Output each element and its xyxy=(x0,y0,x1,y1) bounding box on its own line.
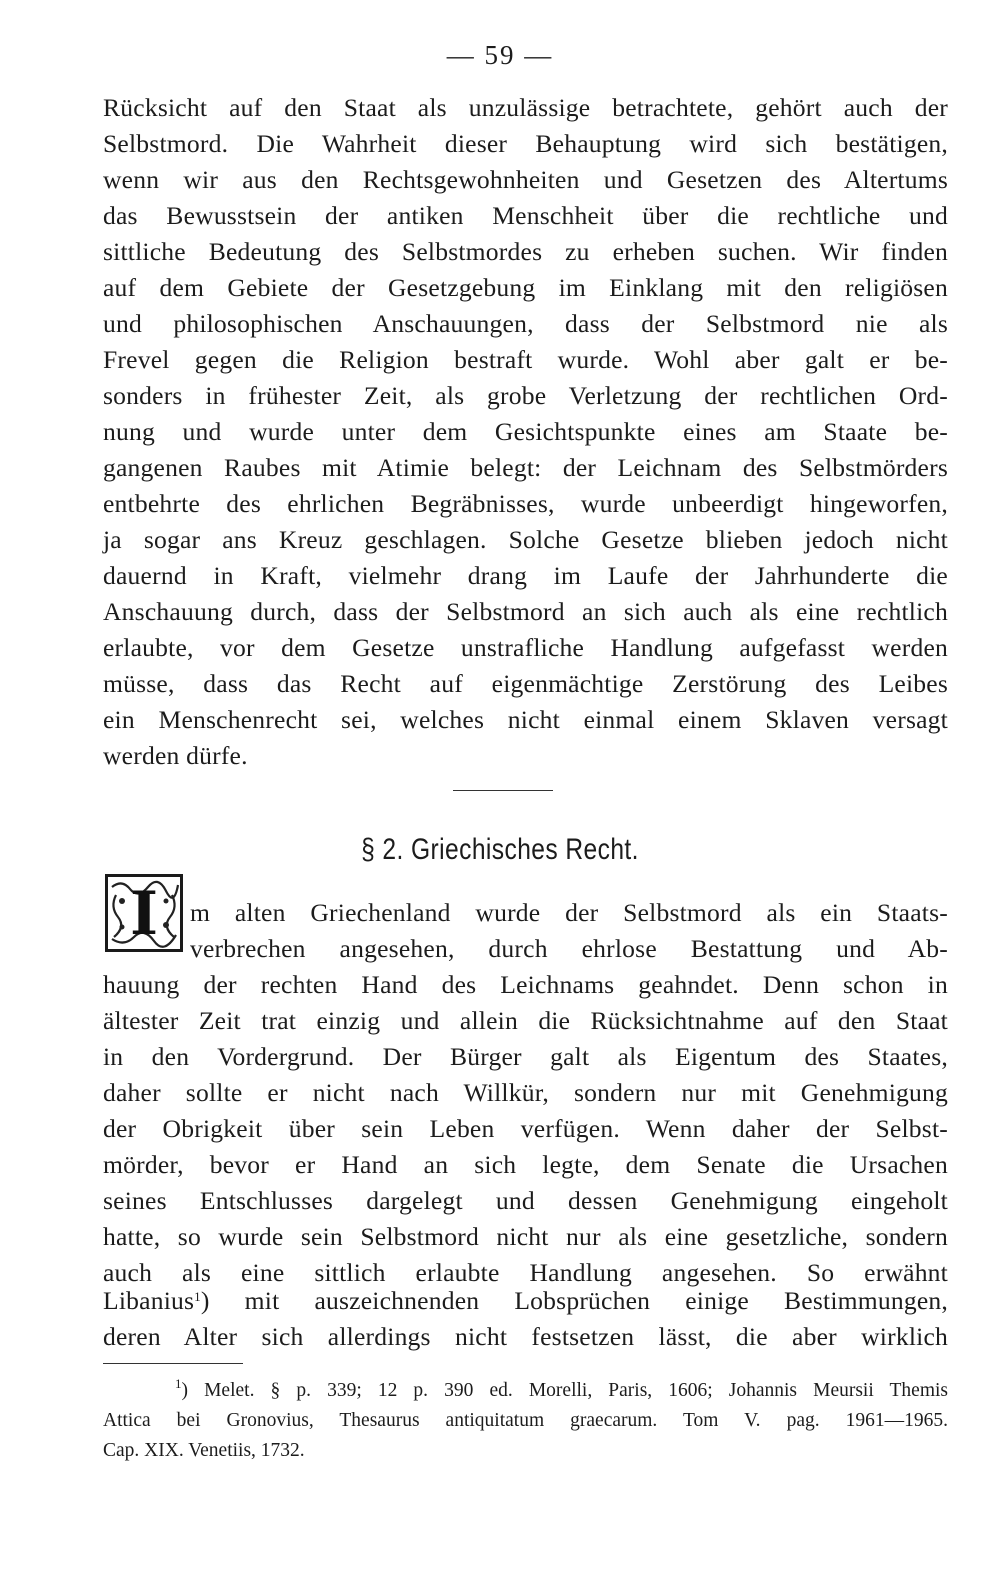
decorated-initial-letter xyxy=(105,874,183,952)
footnote-reference: 1 xyxy=(194,1289,201,1304)
text-line: Frevel gegen die Religion bestraft wurde. Wohl aber galt er be- xyxy=(103,345,948,374)
text-line: ältester Zeit trat einzig und allein die Rücksichtnahme auf den Staat xyxy=(103,1006,948,1035)
text-line: der Obrigkeit über sein Leben verfügen. Wenn daher der Selbst- xyxy=(103,1114,948,1143)
section-heading: § 2. Griechisches Recht. xyxy=(361,833,639,866)
text-line: erlaubte, vor dem Gesetze unstrafliche Handlung aufgefasst werden xyxy=(103,633,948,662)
footnote-divider xyxy=(103,1363,243,1364)
text-line: das Bewusstsein der antiken Menschheit über die rechtliche und xyxy=(103,201,948,230)
footnote-mark: 1 xyxy=(175,1376,182,1391)
text-line: hatte, so wurde sein Selbstmord nicht nur als eine gesetzliche, sondern xyxy=(103,1222,948,1251)
text-line: nung und wurde unter dem Gesichtspunkte eines am Staate be- xyxy=(103,417,948,446)
text-line: auf dem Gebiete der Gesetzgebung im Einklang mit den religiösen xyxy=(103,273,948,302)
text-line: wenn wir aus den Rechtsgewohnheiten und Gesetzen des Altertums xyxy=(103,165,948,194)
text-line: Rücksicht auf den Staat als unzulässige betrachtete, gehört auch der xyxy=(103,93,948,122)
text-line: werden dürfe. xyxy=(103,741,248,770)
initial-letter: I xyxy=(129,879,159,949)
footnote-line: $^1$) Melet. § p. 339; 12 p. 390 ed. Morelli, Paris, 1606; Johannis Meursii Themis xyxy=(175,1376,948,1401)
text-line: dauernd in Kraft, vielmehr drang im Laufe der Jahrhunderte die xyxy=(103,561,948,590)
section-divider xyxy=(453,790,553,791)
text-line: müsse, dass das Recht auf eigenmächtige Zerstörung des Leibes xyxy=(103,669,948,698)
text-line: hauung der rechten Hand des Leichnams geahndet. Denn schon in xyxy=(103,970,948,999)
text-line: Anschauung durch, dass der Selbstmord an sich auch als eine rechtlich xyxy=(103,597,948,626)
text-line: daher sollte er nicht nach Willkür, sondern nur mit Genehmigung xyxy=(103,1078,948,1107)
footnote-line: Attica bei Gronovius, Thesaurus antiquitatum graecarum. Tom V. pag. 1961—1965. xyxy=(103,1410,948,1431)
text-line: sonders in frühester Zeit, als grobe Verletzung der rechtlichen Ord- xyxy=(103,381,948,410)
text-line: entbehrte des ehrlichen Begräbnisses, wurde unbeerdigt hingeworfen, xyxy=(103,489,948,518)
text-line: ja sogar ans Kreuz geschlagen. Solche Gesetze blieben jedoch nicht xyxy=(103,525,948,554)
text-line: mörder, bevor er Hand an sich legte, dem Senate die Ursachen xyxy=(103,1150,948,1179)
text-line: und philosophischen Anschauungen, dass der Selbstmord nie als xyxy=(103,309,948,338)
text-line: sittliche Bedeutung des Selbstmordes zu erheben suchen. Wir finden xyxy=(103,237,948,266)
text-line: verbrechen angesehen, durch ehrlose Bestattung und Ab- xyxy=(190,934,948,963)
text-line: m alten Griechenland wurde der Selbstmord als ein Staats- xyxy=(190,898,948,927)
text-line: auch als eine sittlich erlaubte Handlung angesehen. So erwähnt xyxy=(103,1258,948,1287)
text-line: ein Menschenrecht sei, welches nicht einmal einem Sklaven versagt xyxy=(103,705,948,734)
text-line: in den Vordergrund. Der Bürger galt als Eigentum des Staates, xyxy=(103,1042,948,1071)
text-line: Libanius$^1$) mit auszeichnenden Lobsprüchen einige Bestimmungen, xyxy=(103,1286,948,1315)
footnote-line: Cap. XIX. Venetiis, 1732. xyxy=(103,1440,305,1461)
page-number: — 59 — xyxy=(446,40,554,70)
text-line: Selbstmord. Die Wahrheit dieser Behauptung wird sich bestätigen, xyxy=(103,129,948,158)
text-line: gangenen Raubes mit Atimie belegt: der Leichnam des Selbstmörders xyxy=(103,453,948,482)
text-line: seines Entschlusses dargelegt und dessen Genehmigung eingeholt xyxy=(103,1186,948,1215)
text-line: deren Alter sich allerdings nicht festsetzen lässt, die aber wirklich xyxy=(103,1322,948,1351)
